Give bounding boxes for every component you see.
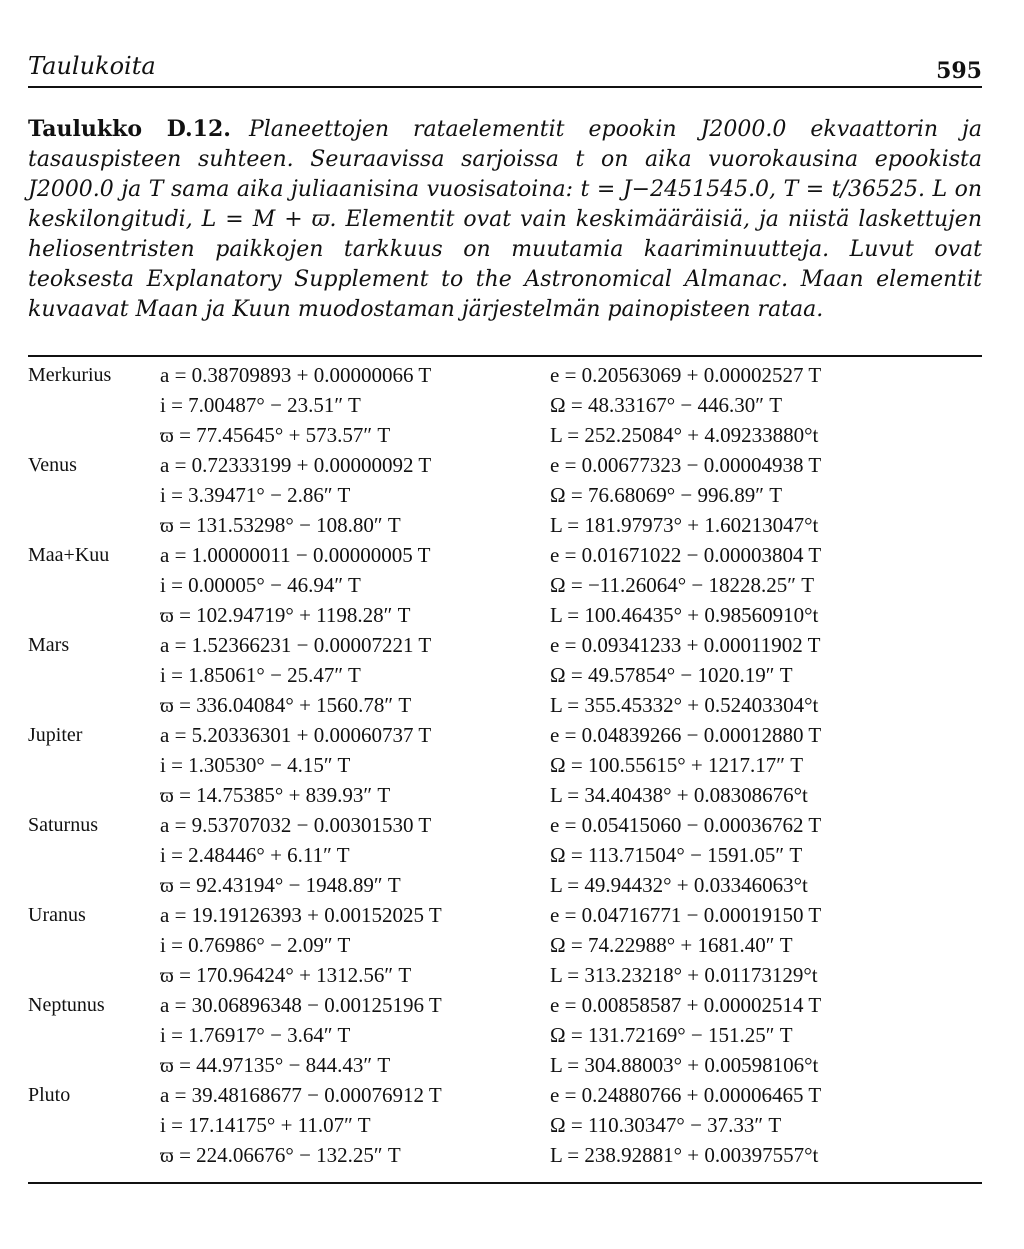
element-formula: a = 1.52366231 − 0.00007221 T — [160, 633, 432, 657]
table-label: Taulukko D.12. — [28, 116, 231, 142]
planet-row — [28, 542, 982, 632]
element-formula: e = 0.00677323 − 0.00004938 T — [550, 453, 822, 477]
planet-row — [28, 1082, 982, 1172]
element-formula: Ω = 74.22988° + 1681.40″ T — [550, 933, 793, 957]
element-formula: ϖ = 14.75385° + 839.93″ T — [160, 783, 391, 807]
element-formula: Ω = 113.71504° − 1591.05″ T — [550, 843, 803, 867]
element-formula: e = 0.04839266 − 0.00012880 T — [550, 723, 822, 747]
element-formula: e = 0.24880766 + 0.00006465 T — [550, 1083, 822, 1107]
element-formula: e = 0.20563069 + 0.00002527 T — [550, 363, 822, 387]
planet-name: Maa+Kuu — [28, 544, 110, 566]
element-formula: ϖ = 44.97135° − 844.43″ T — [160, 1053, 391, 1077]
planet-name: Neptunus — [28, 994, 105, 1016]
element-formula: e = 0.01671022 − 0.00003804 T — [550, 543, 822, 567]
planet-row — [28, 812, 982, 902]
element-formula: L = 181.97973° + 1.60213047°t — [550, 513, 819, 537]
element-formula: i = 3.39471° − 2.86″ T — [160, 483, 351, 507]
element-formula: ϖ = 170.96424° + 1312.56″ T — [160, 963, 412, 987]
element-formula: Ω = 49.57854° − 1020.19″ T — [550, 663, 793, 687]
element-formula: L = 304.88003° + 0.00598106°t — [550, 1053, 819, 1077]
element-formula: ϖ = 77.45645° + 573.57″ T — [160, 423, 391, 447]
element-formula: L = 100.46435° + 0.98560910°t — [550, 603, 819, 627]
planet-name: Mars — [28, 634, 70, 656]
planet-name: Uranus — [28, 904, 86, 926]
element-formula: e = 0.04716771 − 0.00019150 T — [550, 903, 822, 927]
element-formula: i = 1.85061° − 25.47″ T — [160, 663, 361, 687]
planet-name: Venus — [28, 454, 77, 476]
planet-row — [28, 992, 982, 1082]
element-formula: a = 0.38709893 + 0.00000066 T — [160, 363, 432, 387]
element-formula: i = 17.14175° + 11.07″ T — [160, 1113, 371, 1137]
table-caption — [28, 114, 982, 325]
element-formula: Ω = 48.33167° − 446.30″ T — [550, 393, 783, 417]
caption-text: Planeettojen rataelementit epookin J2000.0 ekvaattorin ja tasauspisteen suhteen. Seuraavissa sarjoissa t on aika vuorokausina epookista J2000.0 ja T sama aika juliaanisina vuosisatoina: t = J−2451545.0, T = t/36525. L on keskilongitudi, L = M + ϖ. Elementit ovat vain keskimääräisiä, ja niistä laskettujen heliosentristen paikkojen tarkkuus on muutamia kaariminuutteja. Luvut ovat teoksesta Explanatory Supplement to the Astronomical Almanac. Maan elementit kuvaavat Maan ja Kuun muodostaman järjestelmän painopisteen rataa. — [28, 117, 982, 322]
planet-row — [28, 722, 982, 812]
element-formula: a = 30.06896348 − 0.00125196 T — [160, 993, 442, 1017]
element-formula: ϖ = 102.94719° + 1198.28″ T — [160, 603, 411, 627]
element-formula: a = 19.19126393 + 0.00152025 T — [160, 903, 442, 927]
element-formula: e = 0.09341233 + 0.00011902 T — [550, 633, 821, 657]
element-formula: Ω = 76.68069° − 996.89″ T — [550, 483, 783, 507]
element-formula: Ω = 110.30347° − 37.33″ T — [550, 1113, 782, 1137]
element-formula: ϖ = 131.53298° − 108.80″ T — [160, 513, 401, 537]
page-header — [28, 52, 982, 88]
planet-name: Saturnus — [28, 814, 98, 836]
element-formula: a = 1.00000011 − 0.00000005 T — [160, 543, 431, 567]
element-formula: L = 49.94432° + 0.03346063°t — [550, 873, 808, 897]
planet-row — [28, 452, 982, 542]
element-formula: i = 1.30530° − 4.15″ T — [160, 753, 351, 777]
table-bottom-rule — [28, 1182, 982, 1184]
element-formula: ϖ = 224.06676° − 132.25″ T — [160, 1143, 401, 1167]
header-rule — [28, 86, 982, 88]
element-formula: ϖ = 336.04084° + 1560.78″ T — [160, 693, 412, 717]
element-formula: i = 0.00005° − 46.94″ T — [160, 573, 361, 597]
running-title: Taulukoita — [28, 52, 156, 80]
element-formula: L = 355.45332° + 0.52403304°t — [550, 693, 819, 717]
planet-row — [28, 362, 982, 452]
element-formula: a = 9.53707032 − 0.00301530 T — [160, 813, 432, 837]
planet-row — [28, 632, 982, 722]
elements-table — [28, 362, 982, 1172]
element-formula: i = 0.76986° − 2.09″ T — [160, 933, 351, 957]
element-formula: L = 252.25084° + 4.09233880°t — [550, 423, 819, 447]
element-formula: a = 39.48168677 − 0.00076912 T — [160, 1083, 442, 1107]
planet-row — [28, 902, 982, 992]
element-formula: e = 0.05415060 − 0.00036762 T — [550, 813, 822, 837]
element-formula: L = 34.40438° + 0.08308676°t — [550, 783, 808, 807]
element-formula: i = 2.48446° + 6.11″ T — [160, 843, 350, 867]
element-formula: L = 313.23218° + 0.01173129°t — [550, 963, 818, 987]
element-formula: L = 238.92881° + 0.00397557°t — [550, 1143, 819, 1167]
element-formula: i = 7.00487° − 23.51″ T — [160, 393, 361, 417]
element-formula: Ω = 100.55615° + 1217.17″ T — [550, 753, 804, 777]
element-formula: a = 0.72333199 + 0.00000092 T — [160, 453, 432, 477]
planet-name: Pluto — [28, 1084, 71, 1106]
table-top-rule — [28, 355, 982, 357]
element-formula: Ω = 131.72169° − 151.25″ T — [550, 1023, 793, 1047]
element-formula: i = 1.76917° − 3.64″ T — [160, 1023, 351, 1047]
element-formula: e = 0.00858587 + 0.00002514 T — [550, 993, 822, 1017]
page-number: 595 — [936, 58, 982, 84]
planet-name: Merkurius — [28, 364, 112, 386]
element-formula: a = 5.20336301 + 0.00060737 T — [160, 723, 432, 747]
planet-name: Jupiter — [28, 724, 83, 746]
element-formula: Ω = −11.26064° − 18228.25″ T — [550, 573, 815, 597]
element-formula: ϖ = 92.43194° − 1948.89″ T — [160, 873, 401, 897]
